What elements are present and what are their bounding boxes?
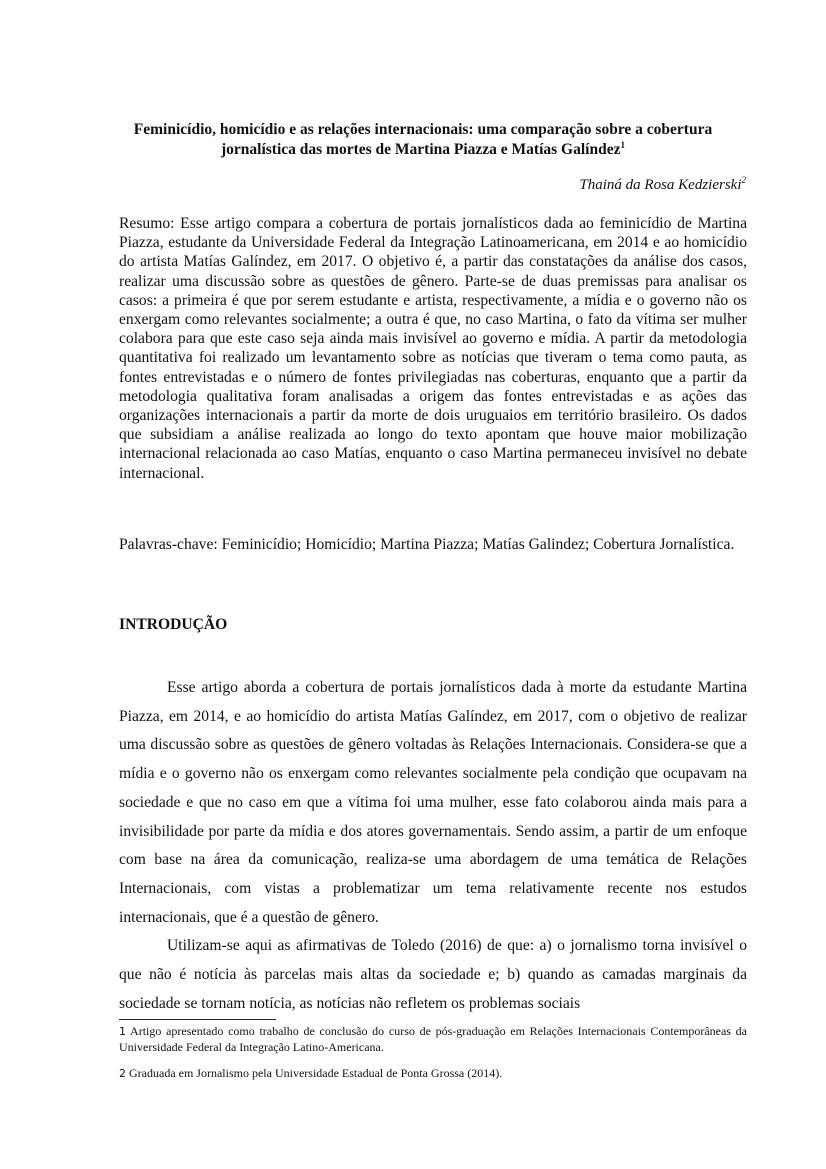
footnote-divider	[119, 1019, 276, 1020]
footnote-1	[119, 1024, 747, 1054]
author-footnote-mark: 2	[741, 175, 746, 185]
title-footnote-mark: 1	[620, 139, 625, 150]
paper-title-text: Feminicídio, homicídio e as relações internacionais: uma comparação sobre a cobertura jornalística das mortes de Martina Piazza e Matías Galíndez	[133, 121, 713, 158]
footnotes	[119, 1024, 747, 1094]
body-text	[119, 674, 747, 1018]
author-name-text: Thainá da Rosa Kedzierski	[579, 177, 742, 193]
footnote-text: Artigo apresentado como trabalho de conclusão do curso de pós-graduação em Relações Internacionais Contemporâneas da Universidade Federal da Integração Latino-Americana.	[119, 1024, 747, 1054]
footnote-text: Graduada em Jornalismo pela Universidade Estadual de Ponta Grossa (2014).	[129, 1066, 503, 1080]
footnote-2	[119, 1066, 747, 1082]
section-heading-introducao: INTRODUÇÃO	[119, 616, 228, 633]
body-paragraph: Esse artigo aborda a cobertura de portais jornalísticos dada à morte da estudante Martina Piazza, em 2014, e ao homicídio do artista Matías Galíndez, em 2017, com o objetivo de realizar uma discussão sobre as questões de gênero voltadas às Relações Internacionais. Considera-se que a mídia e o governo não os enxergam como relevantes socialmente pela condição que ocupavam na sociedade e que no caso em que a vítima foi uma mulher, esse fato colaborou ainda mais para a invisibilidade por parte da mídia e dos atores governamentais. Sendo assim, a partir de um enfoque com base na área da comunicação, realiza-se uma abordagem de uma temática de Relações Internacionais, com vistas a problematizar um tema relativamente recente nos estudos internacionais, que é a questão de gênero.	[119, 679, 747, 926]
author-name	[579, 177, 746, 194]
paper-title	[100, 120, 746, 160]
keywords: Palavras-chave: Feminicídio; Homicídio; Martina Piazza; Matías Galindez; Cobertura Jornalística.	[119, 536, 735, 553]
footnote-number: 2	[119, 1067, 126, 1080]
body-paragraph: Utilizam-se aqui as afirmativas de Toledo (2016) de que: a) o jornalismo torna invisível o que não é notícia às parcelas mais altas da sociedade e; b) quando as camadas marginais da sociedade se tornam notícia, as notícias não refletem os problemas sociais	[119, 937, 747, 1012]
abstract: Resumo: Esse artigo compara a cobertura de portais jornalísticos dada ao feminicídio de Martina Piazza, estudante da Universidade Federal da Integração Latinoamericana, em 2014 e ao homicídio do artista Matías Galíndez, em 2017. O objetivo é, a partir das constatações da análise dos casos, realizar uma discussão sobre as questões de gênero. Parte-se de duas premissas para analisar os casos: a primeira é que por serem estudante e artista, respectivamente, a mídia e o governo não os enxergam como relevantes socialmente; a outra é que, no caso Martina, o fato da vítima ser mulher colabora para que este caso seja ainda mais invisível ao governo e mídia. A partir da metodologia quantitativa foi realizado um levantamento sobre as notícias que tiveram o tema como pauta, as fontes entrevistadas e o número de fontes privilegiadas nas coberturas, enquanto que a partir da metodologia qualitativa foram analisadas a origem das fontes entrevistadas e as ações das organizações internacionais a partir da morte de dois uruguaios em território brasileiro. Os dados que subsidiam a análise realizada ao longo do texto apontam que houve maior mobilização internacional relacionada ao caso Matías, enquanto o caso Martina permaneceu invisível no debate internacional.	[119, 215, 747, 482]
footnote-number: 1	[119, 1025, 126, 1038]
